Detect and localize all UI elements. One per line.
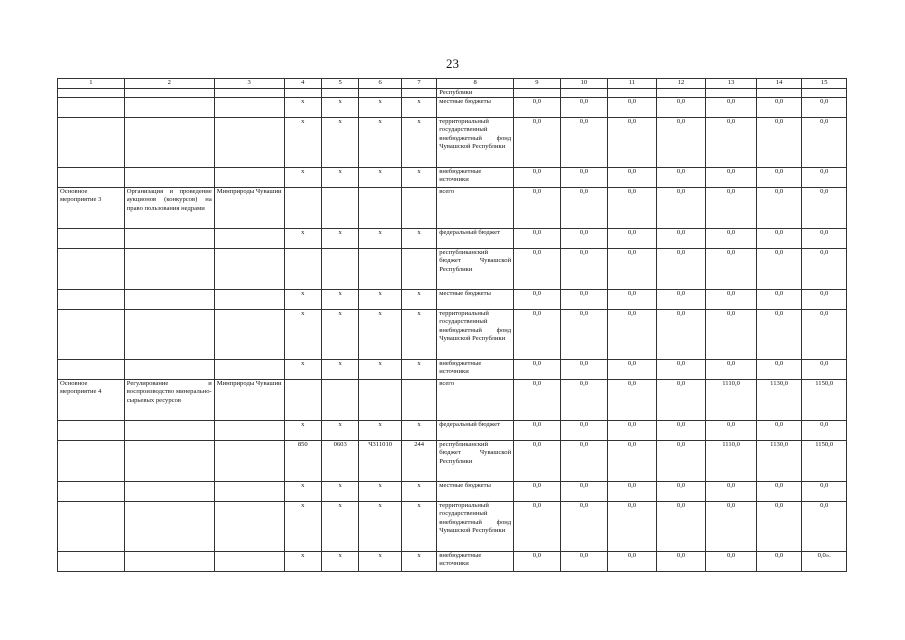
value-cell: 0,0 [608,482,657,502]
value-cell: 0,0 [560,482,608,502]
table-row [58,421,847,441]
value-cell: 0,0 [560,98,608,118]
value-cell: 0,0 [608,118,657,168]
budget-table [57,78,847,572]
col-header: 14 [756,79,802,89]
funding-source-cell: территориальный государственный внебюджетный фонд Чувашской Республики [437,118,514,168]
value-cell: 0,0 [706,188,757,229]
code-section-cell [321,188,358,229]
value-cell: 0,0 [656,360,706,380]
value-cell: 0,0 [608,98,657,118]
col-header: 11 [608,79,657,89]
value-cell: 0,0 [756,290,802,310]
value-cell: 0,0 [706,249,757,290]
code-section-cell: х [321,421,358,441]
value-cell: 0,0 [802,98,847,118]
table-row [58,168,847,188]
activity-description-cell [124,89,214,98]
value-cell [608,89,657,98]
code-expense-type-cell: х [401,421,436,441]
value-cell: 0,0 [560,290,608,310]
funding-source-cell: внебюджетные источники [437,168,514,188]
funding-source-cell: республиканский бюджет Чувашской Республики [437,441,514,482]
table-row [58,502,847,552]
code-expense-type-cell [401,89,436,98]
value-cell: 0,0 [706,290,757,310]
table-row [58,89,847,98]
funding-source-cell: местные бюджеты [437,98,514,118]
code-section-cell: х [321,98,358,118]
code-expense-type-cell: х [401,118,436,168]
value-cell: 1150,0 [802,441,847,482]
code-grbs-cell: х [284,168,321,188]
value-cell: 0,0 [608,441,657,482]
code-section-cell: х [321,502,358,552]
value-cell: 0,0 [706,482,757,502]
value-cell [560,89,608,98]
activity-name-cell [58,441,125,482]
activity-name-cell: Основное мероприятие 3 [58,188,125,229]
code-target-article-cell [359,188,401,229]
code-expense-type-cell: х [401,310,436,360]
value-cell: 0,0 [756,118,802,168]
col-header: 6 [359,79,401,89]
code-grbs-cell: х [284,290,321,310]
funding-source-cell: территориальный государственный внебюджетный фонд Чувашской Республики [437,502,514,552]
activity-description-cell [124,98,214,118]
activity-name-cell [58,249,125,290]
code-target-article-cell: х [359,168,401,188]
funding-source-cell: всего [437,380,514,421]
value-cell: 0,0 [706,168,757,188]
value-cell: 0,0 [802,482,847,502]
value-cell: 0,0 [514,502,561,552]
responsible-executor-cell [214,502,284,552]
activity-description-cell [124,249,214,290]
value-cell: 0,0 [514,118,561,168]
value-cell: 0,0 [706,552,757,572]
value-cell: 0,0 [608,380,657,421]
code-grbs-cell: х [284,552,321,572]
code-target-article-cell: х [359,290,401,310]
table-row [58,380,847,421]
table-row [58,249,847,290]
funding-source-cell: внебюджетные источники [437,360,514,380]
funding-source-cell: Республики [437,89,514,98]
value-cell: 1110,0 [706,380,757,421]
code-target-article-cell: х [359,552,401,572]
responsible-executor-cell: Минприроды Чувашии [214,188,284,229]
code-target-article-cell: х [359,502,401,552]
activity-name-cell [58,310,125,360]
value-cell: 1130,0 [756,441,802,482]
value-cell: 0,0 [706,98,757,118]
code-expense-type-cell [401,380,436,421]
value-cell [706,89,757,98]
col-header: 5 [321,79,358,89]
value-cell: 0,0 [656,249,706,290]
value-cell: 0,0 [514,229,561,249]
value-cell: 0,0 [560,421,608,441]
value-cell: 0,0 [608,188,657,229]
table-body [58,89,847,572]
activity-description-cell [124,502,214,552]
activity-name-cell [58,229,125,249]
activity-description-cell [124,421,214,441]
value-cell: 0,0 [514,98,561,118]
col-header: 12 [656,79,706,89]
responsible-executor-cell [214,249,284,290]
value-cell: 0,0 [656,188,706,229]
funding-source-cell: местные бюджеты [437,482,514,502]
code-grbs-cell: х [284,98,321,118]
code-expense-type-cell [401,249,436,290]
value-cell: 1110,0 [706,441,757,482]
col-header: 1 [58,79,125,89]
activity-description-cell [124,360,214,380]
value-cell: 0,0 [608,249,657,290]
value-cell: 0,0 [706,421,757,441]
funding-source-cell: республиканский бюджет Чувашской Республики [437,249,514,290]
responsible-executor-cell [214,310,284,360]
responsible-executor-cell [214,552,284,572]
value-cell: 0,0 [802,290,847,310]
code-expense-type-cell: х [401,482,436,502]
value-cell: 1130,0 [756,380,802,421]
funding-source-cell: федеральный бюджет [437,229,514,249]
value-cell: 0,0 [802,229,847,249]
responsible-executor-cell [214,290,284,310]
value-cell: 0,0 [756,98,802,118]
value-cell: 0,0 [756,310,802,360]
value-cell: 0,0 [656,552,706,572]
value-cell: 0,0 [656,310,706,360]
value-cell: 0,0 [560,168,608,188]
activity-name-cell [58,360,125,380]
code-expense-type-cell: х [401,229,436,249]
code-grbs-cell: 850 [284,441,321,482]
activity-description-cell [124,229,214,249]
value-cell: 0,0 [756,482,802,502]
table-row [58,360,847,380]
activity-description-cell [124,482,214,502]
code-target-article-cell [359,380,401,421]
code-target-article-cell: х [359,310,401,360]
code-section-cell: х [321,290,358,310]
value-cell [656,89,706,98]
code-section-cell: х [321,229,358,249]
activity-name-cell [58,421,125,441]
value-cell: 0,0 [560,188,608,229]
activity-description-cell [124,290,214,310]
value-cell: 0,0 [608,290,657,310]
code-grbs-cell: х [284,482,321,502]
table-row [58,98,847,118]
responsible-executor-cell [214,89,284,98]
value-cell: 0,0 [656,229,706,249]
value-cell: 0,0 [608,360,657,380]
value-cell [802,89,847,98]
value-cell: 0,0 [608,310,657,360]
value-cell: 0,0 [706,502,757,552]
code-expense-type-cell: х [401,360,436,380]
responsible-executor-cell [214,118,284,168]
value-cell: 0,0 [608,229,657,249]
value-cell: 0,0 [608,552,657,572]
code-grbs-cell: х [284,360,321,380]
value-cell: 0,0 [514,380,561,421]
code-grbs-cell: х [284,229,321,249]
value-cell: 0,0 [656,441,706,482]
value-cell: 0,0 [656,98,706,118]
activity-description-cell [124,310,214,360]
value-cell: 0,0 [514,421,561,441]
value-cell: 0,0 [802,310,847,360]
code-section-cell [321,249,358,290]
col-header: 7 [401,79,436,89]
value-cell: 0,0 [756,421,802,441]
code-expense-type-cell: х [401,168,436,188]
responsible-executor-cell [214,168,284,188]
code-expense-type-cell [401,188,436,229]
page-number: 23 [446,56,459,71]
code-target-article-cell: х [359,360,401,380]
value-cell: 0,0 [756,168,802,188]
code-target-article-cell: х [359,98,401,118]
value-cell: 0,0 [802,188,847,229]
activity-description-cell [124,118,214,168]
responsible-executor-cell [214,360,284,380]
table-row [58,118,847,168]
responsible-executor-cell [214,421,284,441]
value-cell: 0,0 [514,552,561,572]
code-section-cell: х [321,118,358,168]
activity-description-cell [124,441,214,482]
code-target-article-cell: х [359,482,401,502]
code-expense-type-cell: 244 [401,441,436,482]
value-cell: 0,0 [560,310,608,360]
col-header: 10 [560,79,608,89]
value-cell: 0,0 [656,421,706,441]
col-header: 2 [124,79,214,89]
value-cell: 0,0 [656,380,706,421]
value-cell: 0,0 [608,421,657,441]
funding-source-cell: местные бюджеты [437,290,514,310]
table-row [58,552,847,572]
table-row [58,290,847,310]
value-cell: 0,0 [756,360,802,380]
funding-source-cell: территориальный государственный внебюджетный фонд Чувашской Республики [437,310,514,360]
col-header: 8 [437,79,514,89]
value-cell: 0,0 [514,310,561,360]
col-header: 9 [514,79,561,89]
code-target-article-cell [359,249,401,290]
code-section-cell [321,380,358,421]
table-row [58,229,847,249]
code-expense-type-cell: х [401,290,436,310]
activity-name-cell [58,168,125,188]
value-cell: 0,0 [560,249,608,290]
activity-description-cell: Организация и проведение аукционов (конкурсов) на право пользования недрами [124,188,214,229]
value-cell: 0,0 [802,360,847,380]
code-target-article-cell: х [359,421,401,441]
value-cell: 0,0 [656,168,706,188]
value-cell: 0,0 [514,168,561,188]
value-cell: 0,0 [514,290,561,310]
value-cell: 0,0 [706,118,757,168]
table-row [58,310,847,360]
col-header: 3 [214,79,284,89]
funding-source-cell: федеральный бюджет [437,421,514,441]
code-section-cell: х [321,360,358,380]
table-row [58,482,847,502]
code-section-cell: х [321,552,358,572]
value-cell: 0,0 [514,441,561,482]
responsible-executor-cell: Минприроды Чувашии [214,380,284,421]
value-cell [756,89,802,98]
code-grbs-cell: х [284,118,321,168]
code-expense-type-cell: х [401,98,436,118]
code-grbs-cell [284,188,321,229]
code-expense-type-cell: х [401,552,436,572]
value-cell: 0,0 [706,360,757,380]
activity-description-cell [124,168,214,188]
value-cell: 0,0 [656,290,706,310]
value-cell: 0,0 [514,360,561,380]
responsible-executor-cell [214,98,284,118]
value-cell: 1150,0 [802,380,847,421]
code-grbs-cell: х [284,502,321,552]
value-cell: 0,0 [802,502,847,552]
activity-name-cell [58,290,125,310]
value-cell: 0,0 [656,502,706,552]
code-section-cell: х [321,482,358,502]
activity-name-cell [58,89,125,98]
code-grbs-cell [284,249,321,290]
responsible-executor-cell [214,229,284,249]
value-cell: 0,0 [514,482,561,502]
code-section-cell: х [321,310,358,360]
value-cell: 0,0 [756,249,802,290]
code-grbs-cell: х [284,310,321,360]
activity-name-cell: Основное мероприятие 4 [58,380,125,421]
header-row [58,79,847,89]
code-target-article-cell: Ч311010 [359,441,401,482]
code-target-article-cell [359,89,401,98]
value-cell: 0,0 [802,168,847,188]
value-cell: 0,0 [756,229,802,249]
activity-description-cell: Регулирование и воспроизводство минерально-сырьевых ресурсов [124,380,214,421]
value-cell: 0,0 [560,360,608,380]
value-cell: 0,0 [560,380,608,421]
value-cell: 0,0». [802,552,847,572]
activity-name-cell [58,118,125,168]
value-cell: 0,0 [608,502,657,552]
responsible-executor-cell [214,441,284,482]
value-cell: 0,0 [756,502,802,552]
value-cell [514,89,561,98]
value-cell: 0,0 [802,421,847,441]
col-header: 15 [802,79,847,89]
code-grbs-cell [284,380,321,421]
code-grbs-cell: х [284,421,321,441]
col-header: 4 [284,79,321,89]
value-cell: 0,0 [756,188,802,229]
value-cell: 0,0 [608,168,657,188]
value-cell: 0,0 [706,310,757,360]
code-grbs-cell [284,89,321,98]
code-section-cell: х [321,168,358,188]
responsible-executor-cell [214,482,284,502]
value-cell: 0,0 [514,188,561,229]
col-header: 13 [706,79,757,89]
value-cell: 0,0 [514,249,561,290]
table-row [58,441,847,482]
code-target-article-cell: х [359,229,401,249]
code-target-article-cell: х [359,118,401,168]
value-cell: 0,0 [560,552,608,572]
code-expense-type-cell: х [401,502,436,552]
value-cell: 0,0 [706,229,757,249]
table-row [58,188,847,229]
activity-name-cell [58,482,125,502]
activity-name-cell [58,98,125,118]
value-cell: 0,0 [656,482,706,502]
activity-name-cell [58,502,125,552]
value-cell: 0,0 [560,118,608,168]
activity-name-cell [58,552,125,572]
value-cell: 0,0 [802,249,847,290]
value-cell: 0,0 [802,118,847,168]
funding-source-cell: всего [437,188,514,229]
value-cell: 0,0 [560,441,608,482]
funding-source-cell: внебюджетные источники [437,552,514,572]
code-section-cell: 0603 [321,441,358,482]
value-cell: 0,0 [656,118,706,168]
code-section-cell [321,89,358,98]
value-cell: 0,0 [560,502,608,552]
activity-description-cell [124,552,214,572]
value-cell: 0,0 [756,552,802,572]
value-cell: 0,0 [560,229,608,249]
